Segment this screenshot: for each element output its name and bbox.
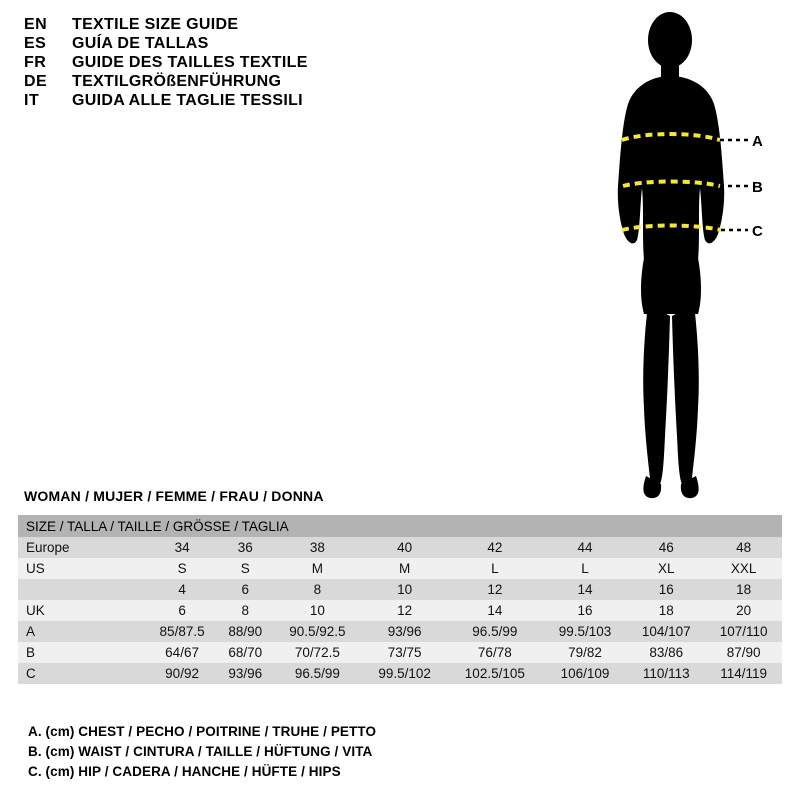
table-cell: 83/86 <box>627 642 705 663</box>
table-cell: 93/96 <box>363 621 447 642</box>
row-label: B <box>18 642 146 663</box>
footnote-b: B. (cm) WAIST / CINTURA / TAILLE / HÜFTUNG / VITA <box>28 744 373 759</box>
measure-label-c: C <box>752 223 763 240</box>
category-heading: WOMAN / MUJER / FEMME / FRAU / DONNA <box>24 488 324 504</box>
body-figure <box>560 8 790 508</box>
table-cell: 70/72.5 <box>272 642 362 663</box>
table-cell: 34 <box>146 537 218 558</box>
language-row <box>24 35 444 53</box>
table-header-label: SIZE / TALLA / TAILLE / GRÖSSE / TAGLIA <box>18 515 782 537</box>
table-cell: S <box>218 558 272 579</box>
row-label: A <box>18 621 146 642</box>
table-cell: M <box>363 558 447 579</box>
table-cell: 18 <box>627 600 705 621</box>
table-cell: 38 <box>272 537 362 558</box>
table-cell: L <box>447 558 543 579</box>
table-cell: 88/90 <box>218 621 272 642</box>
row-label <box>18 579 146 600</box>
table-row <box>18 600 782 621</box>
table-cell: 87/90 <box>705 642 782 663</box>
language-row <box>24 16 444 34</box>
table-cell: 8 <box>272 579 362 600</box>
measure-label-a: A <box>752 133 763 150</box>
language-code: EN <box>24 16 48 33</box>
table-row <box>18 642 782 663</box>
table-cell: 8 <box>218 600 272 621</box>
language-title: TEXTILE SIZE GUIDE <box>72 16 239 33</box>
table-cell: 114/119 <box>705 663 782 684</box>
row-label: Europe <box>18 537 146 558</box>
table-cell: 10 <box>272 600 362 621</box>
language-title: GUIDE DES TAILLES TEXTILE <box>72 54 308 71</box>
language-row <box>24 73 444 91</box>
table-row <box>18 621 782 642</box>
language-row <box>24 54 444 72</box>
table-cell: 12 <box>363 600 447 621</box>
language-code: ES <box>24 35 47 52</box>
footnotes <box>28 722 376 782</box>
language-code: IT <box>24 92 40 109</box>
table-cell: 90/92 <box>146 663 218 684</box>
table-cell: 96.5/99 <box>272 663 362 684</box>
language-code: DE <box>24 73 48 90</box>
footnote-c: C. (cm) HIP / CADERA / HANCHE / HÜFTE / HIPS <box>28 764 341 779</box>
table-cell: 6 <box>218 579 272 600</box>
table-cell: 64/67 <box>146 642 218 663</box>
table-cell: 85/87.5 <box>146 621 218 642</box>
language-title-block <box>24 16 444 111</box>
table-cell: 73/75 <box>363 642 447 663</box>
table-cell: 76/78 <box>447 642 543 663</box>
table-cell: 68/70 <box>218 642 272 663</box>
table-cell: 12 <box>447 579 543 600</box>
table-cell: 104/107 <box>627 621 705 642</box>
table-row <box>18 663 782 684</box>
table-cell: 20 <box>705 600 782 621</box>
row-label: US <box>18 558 146 579</box>
row-label: UK <box>18 600 146 621</box>
table-row <box>18 579 782 600</box>
table-cell: 18 <box>705 579 782 600</box>
table-cell: L <box>543 558 627 579</box>
row-label: C <box>18 663 146 684</box>
table-cell: 14 <box>447 600 543 621</box>
table-cell: 16 <box>543 600 627 621</box>
table-cell: 40 <box>363 537 447 558</box>
table-cell: 96.5/99 <box>447 621 543 642</box>
table-cell: 44 <box>543 537 627 558</box>
table-cell: 4 <box>146 579 218 600</box>
table-cell: 99.5/102 <box>363 663 447 684</box>
footnote-a: A. (cm) CHEST / PECHO / POITRINE / TRUHE / PETTO <box>28 724 377 739</box>
table-cell: XXL <box>705 558 782 579</box>
table-cell: 14 <box>543 579 627 600</box>
table-cell: S <box>146 558 218 579</box>
table-cell: 46 <box>627 537 705 558</box>
table-cell: 48 <box>705 537 782 558</box>
language-title: GUÍA DE TALLAS <box>72 35 209 52</box>
language-code: FR <box>24 54 47 71</box>
female-silhouette-icon <box>560 8 790 508</box>
language-row <box>24 92 444 110</box>
language-title: TEXTILGRÖßENFÜHRUNG <box>72 73 282 90</box>
table-cell: 99.5/103 <box>543 621 627 642</box>
language-title: GUIDA ALLE TAGLIE TESSILI <box>72 92 303 109</box>
table-cell: 110/113 <box>627 663 705 684</box>
table-cell: 10 <box>363 579 447 600</box>
table-cell: 102.5/105 <box>447 663 543 684</box>
table-cell: 106/109 <box>543 663 627 684</box>
table-cell: 36 <box>218 537 272 558</box>
table-cell: 6 <box>146 600 218 621</box>
table-cell: M <box>272 558 362 579</box>
table-cell: 93/96 <box>218 663 272 684</box>
table-cell: XL <box>627 558 705 579</box>
table-cell: 90.5/92.5 <box>272 621 362 642</box>
table-cell: 16 <box>627 579 705 600</box>
table-row <box>18 537 782 558</box>
measure-label-b: B <box>752 179 763 196</box>
table-header-row <box>18 515 782 537</box>
size-table <box>18 515 782 684</box>
table-row <box>18 558 782 579</box>
table-cell: 79/82 <box>543 642 627 663</box>
table-cell: 107/110 <box>705 621 782 642</box>
table-cell: 42 <box>447 537 543 558</box>
